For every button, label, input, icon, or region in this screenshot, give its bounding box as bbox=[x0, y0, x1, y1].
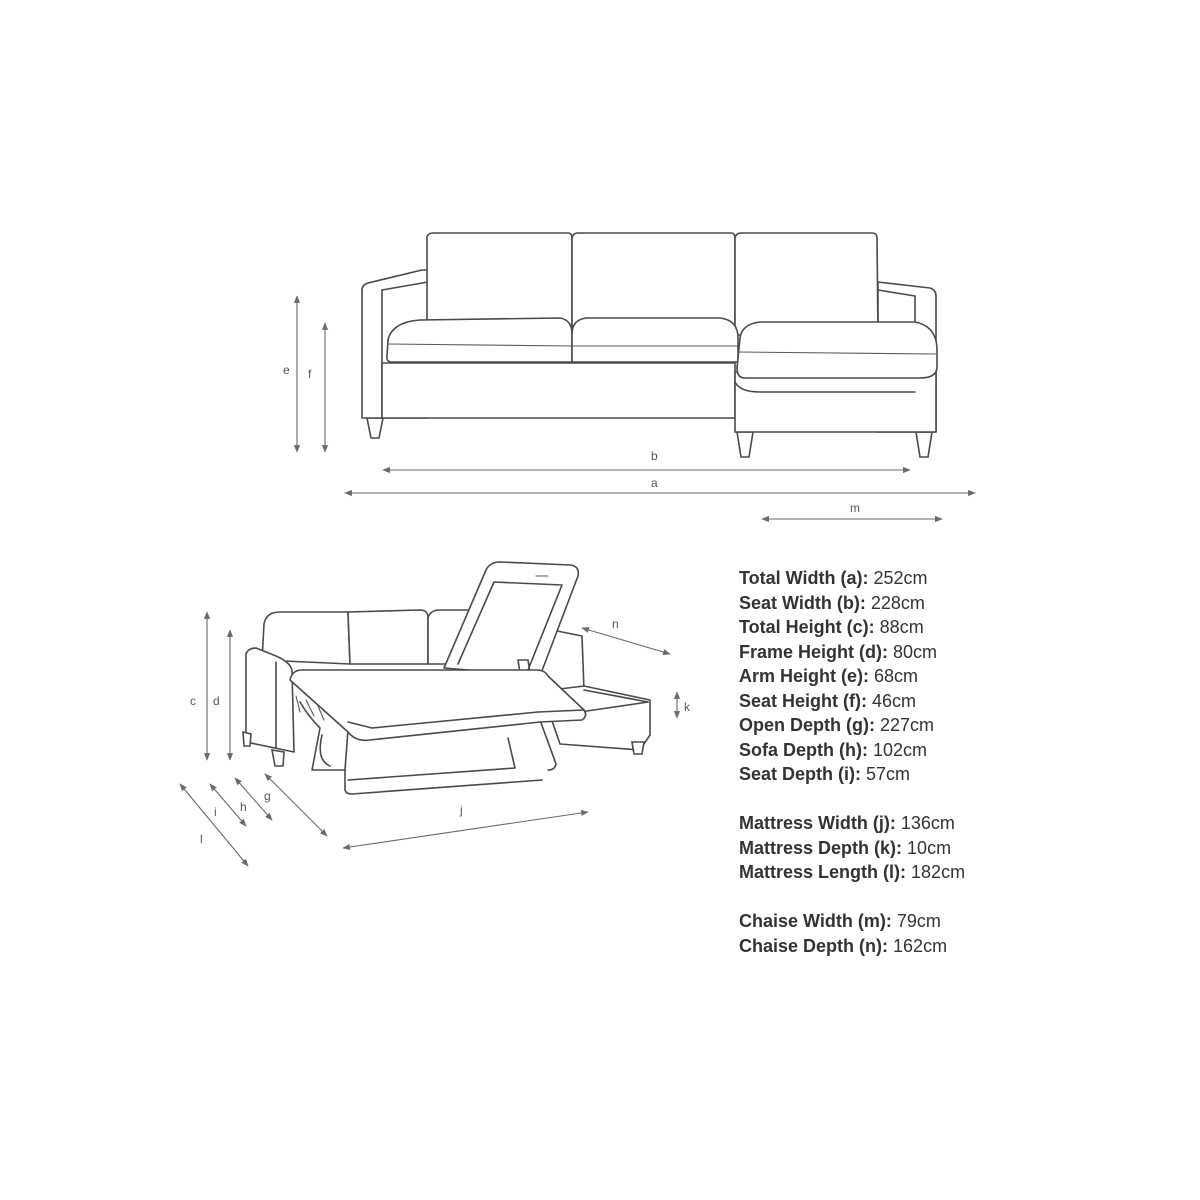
dim-label-k: k bbox=[684, 700, 690, 714]
spec-value: 228cm bbox=[870, 592, 925, 613]
spec-label: Total Height (c): bbox=[739, 617, 875, 637]
front-left-leg bbox=[367, 418, 383, 438]
front-mid-leg bbox=[737, 432, 753, 457]
dim-label-i: i bbox=[214, 805, 217, 819]
spec-label: Total Width (a): bbox=[739, 568, 869, 588]
dim-label-n: n bbox=[612, 617, 619, 631]
spec-line bbox=[739, 566, 1179, 591]
spec-line bbox=[739, 811, 1179, 836]
spec-label: Chaise Width (m): bbox=[739, 911, 892, 931]
spec-label: Frame Height (d): bbox=[739, 641, 889, 662]
dim-label-h: h bbox=[240, 800, 247, 814]
dimension-spec-list bbox=[739, 566, 1179, 983]
front-chaise-base bbox=[735, 372, 936, 432]
spec-group-sofa bbox=[739, 566, 1179, 787]
spec-line bbox=[739, 713, 1179, 738]
spec-value: 46cm bbox=[872, 690, 917, 711]
spec-line bbox=[739, 591, 1179, 616]
spec-value: 102cm bbox=[873, 739, 928, 760]
spec-line bbox=[739, 664, 1179, 689]
open-left-leg-front bbox=[272, 750, 284, 766]
dim-label-e: e bbox=[283, 363, 290, 377]
spec-value: 68cm bbox=[874, 666, 919, 686]
spec-label: Mattress Length (l): bbox=[739, 862, 907, 882]
spec-value: 162cm bbox=[893, 935, 948, 956]
spec-label: Sofa Depth (h): bbox=[739, 739, 868, 760]
front-base bbox=[382, 363, 735, 418]
dim-label-f: f bbox=[308, 367, 312, 381]
spec-value: 182cm bbox=[911, 862, 966, 882]
spec-line bbox=[739, 640, 1179, 665]
spec-label: Mattress Width (j): bbox=[739, 813, 896, 833]
front-back-cushion-left bbox=[427, 233, 572, 330]
spec-label: Arm Height (e): bbox=[739, 666, 869, 686]
dim-label-g: g bbox=[264, 789, 271, 803]
spec-label: Seat Height (f): bbox=[739, 690, 867, 711]
spec-label: Open Depth (g): bbox=[739, 715, 875, 735]
spec-label: Seat Depth (i): bbox=[739, 764, 862, 784]
open-mattress bbox=[290, 670, 586, 740]
spec-value: 57cm bbox=[866, 764, 911, 784]
spec-line bbox=[739, 738, 1179, 763]
spec-line bbox=[739, 909, 1179, 934]
dim-label-l: l bbox=[200, 832, 203, 846]
front-back-cushion-middle bbox=[572, 233, 735, 330]
spec-line bbox=[739, 615, 1179, 640]
spec-label: Mattress Depth (k): bbox=[739, 837, 903, 858]
spec-line bbox=[739, 860, 1179, 885]
open-chaise-leg bbox=[632, 742, 644, 754]
dim-label-b: b bbox=[651, 449, 658, 463]
open-back-cushion-middle bbox=[348, 610, 428, 664]
dim-label-a: a bbox=[651, 476, 658, 490]
dim-line-g bbox=[265, 774, 327, 836]
dim-line-l bbox=[180, 784, 248, 866]
front-view-sofa bbox=[362, 233, 937, 457]
front-seat-cushion-left bbox=[387, 318, 572, 362]
spec-value: 227cm bbox=[880, 715, 935, 735]
spec-line bbox=[739, 762, 1179, 787]
open-left-leg-back bbox=[243, 732, 251, 746]
dim-label-m: m bbox=[850, 501, 860, 515]
front-back-cushion-right bbox=[735, 233, 878, 335]
spec-value: 80cm bbox=[893, 641, 938, 662]
spec-value: 252cm bbox=[873, 568, 928, 588]
front-right-leg bbox=[916, 432, 932, 457]
spec-line bbox=[739, 689, 1179, 714]
open-left-arm bbox=[246, 648, 294, 752]
front-seat-cushion-middle bbox=[572, 318, 738, 362]
dim-line-n bbox=[582, 628, 670, 654]
dim-label-c: c bbox=[190, 694, 196, 708]
spec-value: 88cm bbox=[879, 617, 924, 637]
spec-label: Chaise Depth (n): bbox=[739, 935, 889, 956]
dim-line-j bbox=[343, 812, 588, 848]
front-chaise-cushion bbox=[737, 322, 937, 378]
spec-value: 10cm bbox=[907, 837, 952, 858]
dim-label-j: j bbox=[460, 803, 463, 817]
open-sofa-bed-view bbox=[243, 562, 650, 794]
spec-line bbox=[739, 836, 1179, 861]
spec-line bbox=[739, 934, 1179, 959]
spec-label: Seat Width (b): bbox=[739, 592, 866, 613]
dim-label-d: d bbox=[213, 694, 220, 708]
spec-value: 136cm bbox=[900, 813, 955, 833]
spec-value: 79cm bbox=[896, 911, 941, 931]
spec-group-mattress bbox=[739, 811, 1179, 885]
spec-group-chaise bbox=[739, 909, 1179, 958]
